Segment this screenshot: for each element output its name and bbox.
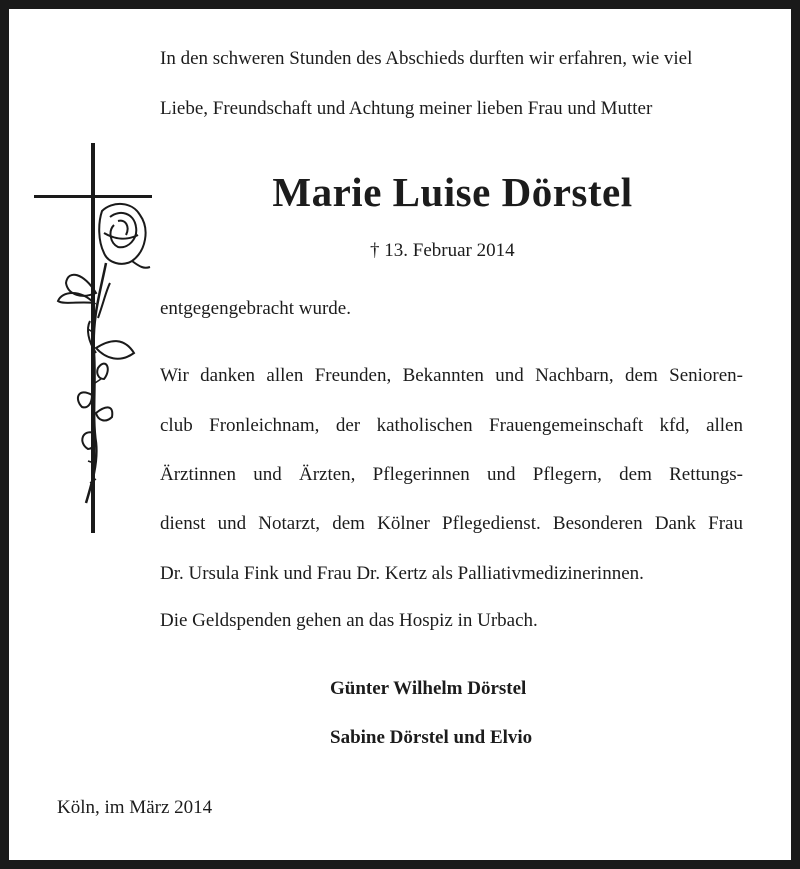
place-date: Köln, im März 2014 <box>57 797 213 818</box>
thanks-line-3: Ärztinnen und Ärzten, Pflegerinnen und Pflegern, dem Rettungs- <box>160 464 743 485</box>
intro-line-1: In den schweren Stunden des Abschieds durften wir erfahren, wie viel <box>160 48 693 69</box>
thanks-line-2: club Fronleichnam, der katholischen Frauengemeinschaft kfd, allen <box>160 415 743 436</box>
signature-2: Sabine Dörstel und Elvio <box>330 727 533 748</box>
thanks-line-5: Dr. Ursula Fink und Frau Dr. Kertz als Palliativmedizinerinnen. <box>160 563 644 584</box>
thanks-line-6: Die Geldspenden gehen an das Hospiz in Urbach. <box>160 610 538 631</box>
thanks-line-1: Wir danken allen Freunden, Bekannten und Nachbarn, dem Senioren- <box>160 365 743 386</box>
deceased-name: Marie Luise Dörstel <box>272 169 633 215</box>
intro-line-2: Liebe, Freundschaft und Achtung meiner lieben Frau und Mutter <box>160 98 653 119</box>
thanks-line-4: dienst und Notarzt, dem Kölner Pflegedienst. Besonderen Dank Frau <box>160 513 743 534</box>
signature-1: Günter Wilhelm Dörstel <box>330 678 527 699</box>
death-date: † 13. Februar 2014 <box>370 240 515 261</box>
continuation-text: entgegengebracht wurde. <box>160 298 351 319</box>
